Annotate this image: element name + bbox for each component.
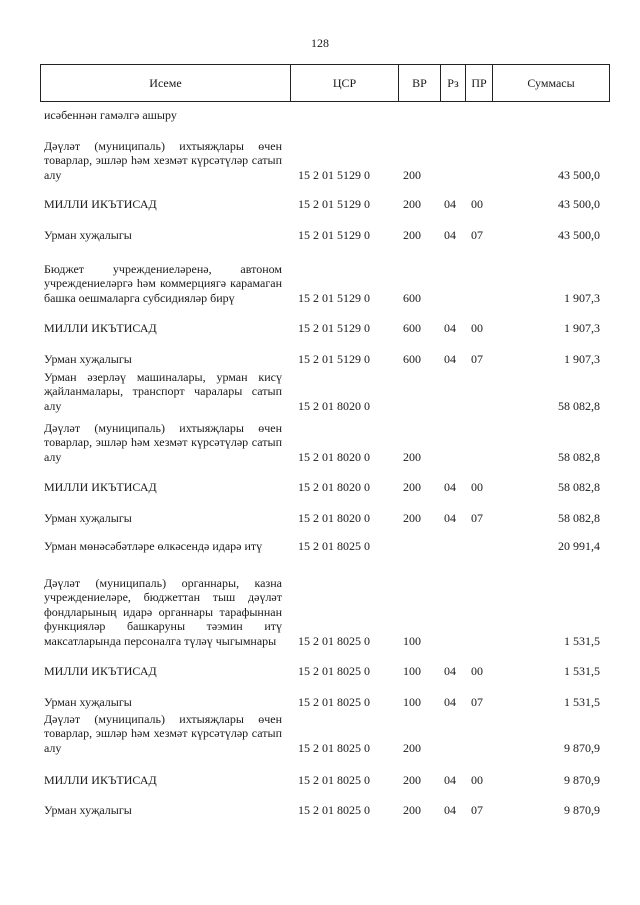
row-vr: 200 — [403, 196, 421, 211]
row-name: Урман хуҗалыгы — [44, 351, 132, 366]
row-csr: 15 2 01 8025 0 — [298, 694, 370, 709]
row-name: Урман хуҗалыгы — [44, 694, 132, 709]
row-sum: 9 870,9 — [564, 772, 600, 787]
row-sum: 43 500,0 — [558, 227, 600, 242]
row-vr: 200 — [403, 740, 421, 755]
row-sum: 43 500,0 — [558, 167, 600, 182]
row-vr: 100 — [403, 694, 421, 709]
row-rz: 04 — [444, 196, 456, 211]
row-csr: 15 2 01 5129 0 — [298, 167, 370, 182]
row-pr: 00 — [471, 479, 483, 494]
row-sum: 58 082,8 — [558, 449, 600, 464]
row-vr: 600 — [403, 320, 421, 335]
row-vr: 600 — [403, 290, 421, 305]
header-csr: ЦСР — [291, 65, 399, 101]
row-vr: 200 — [403, 802, 421, 817]
row-pr: 07 — [471, 802, 483, 817]
row-sum: 1 907,3 — [564, 351, 600, 366]
row-sum: 43 500,0 — [558, 196, 600, 211]
row-name: Урман хуҗалыгы — [44, 510, 132, 525]
row-pr: 07 — [471, 510, 483, 525]
row-csr: 15 2 01 8025 0 — [298, 772, 370, 787]
row-name: МИЛЛИ ИКЪТИСАД — [44, 479, 157, 494]
row-name: Урман хуҗалыгы — [44, 227, 132, 242]
row-name: МИЛЛИ ИКЪТИСАД — [44, 663, 157, 678]
carryover-text: исәбеннән гамәлгә ашыру — [44, 108, 177, 122]
row-vr: 200 — [403, 772, 421, 787]
row-pr: 00 — [471, 772, 483, 787]
row-csr: 15 2 01 8020 0 — [298, 449, 370, 464]
row-rz: 04 — [444, 227, 456, 242]
row-csr: 15 2 01 8025 0 — [298, 633, 370, 648]
row-csr: 15 2 01 8025 0 — [298, 538, 370, 553]
row-sum: 9 870,9 — [564, 740, 600, 755]
row-pr: 07 — [471, 351, 483, 366]
row-sum: 58 082,8 — [558, 510, 600, 525]
row-vr: 100 — [403, 633, 421, 648]
row-rz: 04 — [444, 510, 456, 525]
row-pr: 07 — [471, 227, 483, 242]
row-name: Урман мөнәсәбәтләре өлкәсендә идарә итү — [44, 538, 263, 553]
header-sum: Суммасы — [527, 75, 575, 90]
row-csr: 15 2 01 5129 0 — [298, 196, 370, 211]
row-vr: 200 — [403, 167, 421, 182]
row-sum: 1 907,3 — [564, 290, 600, 305]
row-sum: 20 991,4 — [558, 538, 600, 553]
page-number: 128 — [311, 36, 329, 50]
row-name: МИЛЛИ ИКЪТИСАД — [44, 772, 157, 787]
row-csr: 15 2 01 5129 0 — [298, 227, 370, 242]
header-vr: ВР — [399, 65, 441, 101]
row-rz: 04 — [444, 694, 456, 709]
row-rz: 04 — [444, 802, 456, 817]
row-vr: 200 — [403, 510, 421, 525]
row-name: Урман әзерләү машиналары, урман кисү җайланмалары, транспорт чаралары сатып алу — [44, 369, 282, 413]
row-name: Дәүләт (муниципаль) ихтыяҗлары өчен товарлар, эшләр һәм хезмәт күрсәтүләр сатып алу — [44, 138, 282, 182]
row-name: МИЛЛИ ИКЪТИСАД — [44, 196, 157, 211]
row-csr: 15 2 01 8020 0 — [298, 510, 370, 525]
row-csr: 15 2 01 8025 0 — [298, 663, 370, 678]
row-csr: 15 2 01 5129 0 — [298, 290, 370, 305]
row-vr: 200 — [403, 449, 421, 464]
row-vr: 200 — [403, 479, 421, 494]
row-rz: 04 — [444, 663, 456, 678]
row-sum: 58 082,8 — [558, 398, 600, 413]
row-vr: 600 — [403, 351, 421, 366]
row-vr: 100 — [403, 663, 421, 678]
row-sum: 1 907,3 — [564, 320, 600, 335]
row-csr: 15 2 01 8020 0 — [298, 479, 370, 494]
row-rz: 04 — [444, 351, 456, 366]
row-name: Урман хуҗалыгы — [44, 802, 132, 817]
row-pr: 00 — [471, 320, 483, 335]
row-sum: 1 531,5 — [564, 663, 600, 678]
row-sum: 1 531,5 — [564, 694, 600, 709]
row-vr: 200 — [403, 227, 421, 242]
row-pr: 00 — [471, 196, 483, 211]
row-name: Дәүләт (муниципаль) органнары, казна учреждениеләре, бюджеттан тыш дәүләт фондларының идарә органнары тарафыннан функцияләр башкаруны тәэмин итү максатларында персоналга түләү чыгымнары — [44, 575, 282, 648]
row-sum: 9 870,9 — [564, 802, 600, 817]
row-sum: 1 531,5 — [564, 633, 600, 648]
row-csr: 15 2 01 5129 0 — [298, 351, 370, 366]
header-pr: ПР — [466, 65, 493, 101]
row-csr: 15 2 01 5129 0 — [298, 320, 370, 335]
row-sum: 58 082,8 — [558, 479, 600, 494]
row-name: Бюджет учреждениеләренә, автоном учреждениеләргә һәм коммерциягә карамаган башка оешмаларга субсидияләр бирү — [44, 261, 282, 305]
row-name: Дәүләт (муниципаль) ихтыяҗлары өчен товарлар, эшләр һәм хезмәт күрсәтүләр сатып алу — [44, 420, 282, 464]
row-csr: 15 2 01 8025 0 — [298, 802, 370, 817]
header-rz: Рз — [441, 65, 466, 101]
row-pr: 00 — [471, 663, 483, 678]
row-name: МИЛЛИ ИКЪТИСАД — [44, 320, 157, 335]
row-csr: 15 2 01 8025 0 — [298, 740, 370, 755]
row-name: Дәүләт (муниципаль) ихтыяҗлары өчен товарлар, эшләр һәм хезмәт күрсәтүләр сатып алу — [44, 711, 282, 755]
row-pr: 07 — [471, 694, 483, 709]
row-rz: 04 — [444, 320, 456, 335]
row-rz: 04 — [444, 772, 456, 787]
row-rz: 04 — [444, 479, 456, 494]
header-name: Исеме — [41, 65, 291, 101]
row-csr: 15 2 01 8020 0 — [298, 398, 370, 413]
